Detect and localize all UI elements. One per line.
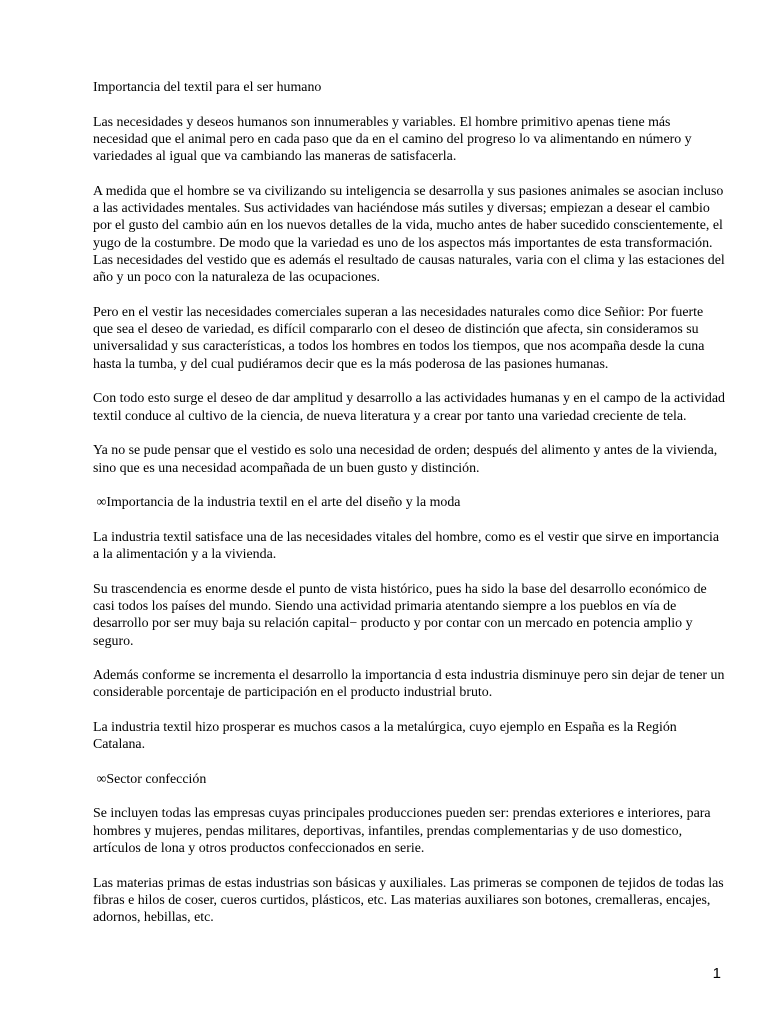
section-heading-textile-industry: ∞Importancia de la industria textil en el arte del diseño y la moda xyxy=(93,495,461,511)
paragraph: Se incluyen todas las empresas cuyas principales producciones pueden ser: prendas exteriores e interiores, para hombres y mujeres, pendas militares, deportivas, infantiles, prendas complementarias y de uso domestico, artículos de lona y otros productos confeccionados en serie. xyxy=(93,806,711,857)
paragraph: Además conforme se incrementa el desarrollo la importancia d esta industria disminuye pero sin dejar de tener un considerable porcentaje de participación en el producto industrial bruto. xyxy=(93,668,725,701)
paragraph: La industria textil hizo prosperar es muchos casos a la metalúrgica, cuyo ejemplo en España es la Región Catalana. xyxy=(93,719,677,753)
paragraph: Pero en el vestir las necesidades comerciales superan a las necesidades naturales como dice Señior: Por fuerte que sea el deseo de variedad, es difícil compararlo con el deseo de distinción que afecta, sin consideramos su universalidad y sus características, a todos los hombres en todos los tiempos, que nos acompaña desde la cuna hasta la tumba, y del cual pudiéramos decir que es la más poderosa de las pasiones humanas. xyxy=(93,304,705,372)
paragraph: Con todo esto surge el deseo de dar amplitud y desarrollo a las actividades humanas y en el campo de la actividad textil conduce al cultivo de la ciencia, de nueva literatura y a crear por tanto una variedad creciente de tela. xyxy=(93,391,725,424)
paragraph: Su trascendencia es enorme desde el punto de vista histórico, pues ha sido la base del desarrollo económico de casi todos los países del mundo. Siendo una actividad primaria atentando siempre a los pueblos en vía de desarrollo por ser muy baja su relación capital− producto y por contar con un mercado en potencia amplio y seguro. xyxy=(93,581,707,649)
page-number: 1 xyxy=(712,965,721,982)
document-title: Importancia del textil para el ser humano xyxy=(93,80,322,95)
paragraph: A medida que el hombre se va civilizando su inteligencia se desarrolla y sus pasiones animales se asocian incluso a las actividades mentales. Sus actividades van haciéndose más sutiles y diversas; empiezan a desear el cambio por el gusto del cambio aún en los nuevos detalles de la vida, mucho antes de haber sucedido conscientemente, el yugo de la costumbre. De modo que la variedad es uno de los aspectos más importantes de esta transformación. Las necesidades del vestido que es además el resultado de causas naturales, varia con el clima y las estaciones del año y un poco con la naturaleza de las ocupaciones. xyxy=(93,183,725,286)
paragraph: Las materias primas de estas industrias son básicas y auxiliales. Las primeras se componen de tejidos de todas las fibras e hilos de coser, cueros curtidos, plásticos, etc. Las materias auxiliares son botones, cremalleras, encajes, adornos, hebillas, etc. xyxy=(93,875,724,926)
section-heading-confection: ∞Sector confección xyxy=(93,771,207,787)
paragraph: Las necesidades y deseos humanos son innumerables y variables. El hombre primitivo apenas tiene más necesidad que el animal pero en cada paso que da en el camino del progreso lo va alimentando en número y variedades al igual que va cambiando las maneras de satisfacerla. xyxy=(93,114,692,165)
paragraph: Ya no se pude pensar que el vestido es solo una necesidad de orden; después del alimento y antes de la vivienda, sino que es una necesidad acompañada de un buen gusto y distinción. xyxy=(93,443,718,476)
document-body xyxy=(93,79,725,944)
paragraph: La industria textil satisface una de las necesidades vitales del hombre, como es el vestir que sirve en importancia a la alimentación y a la vivienda. xyxy=(93,529,720,563)
